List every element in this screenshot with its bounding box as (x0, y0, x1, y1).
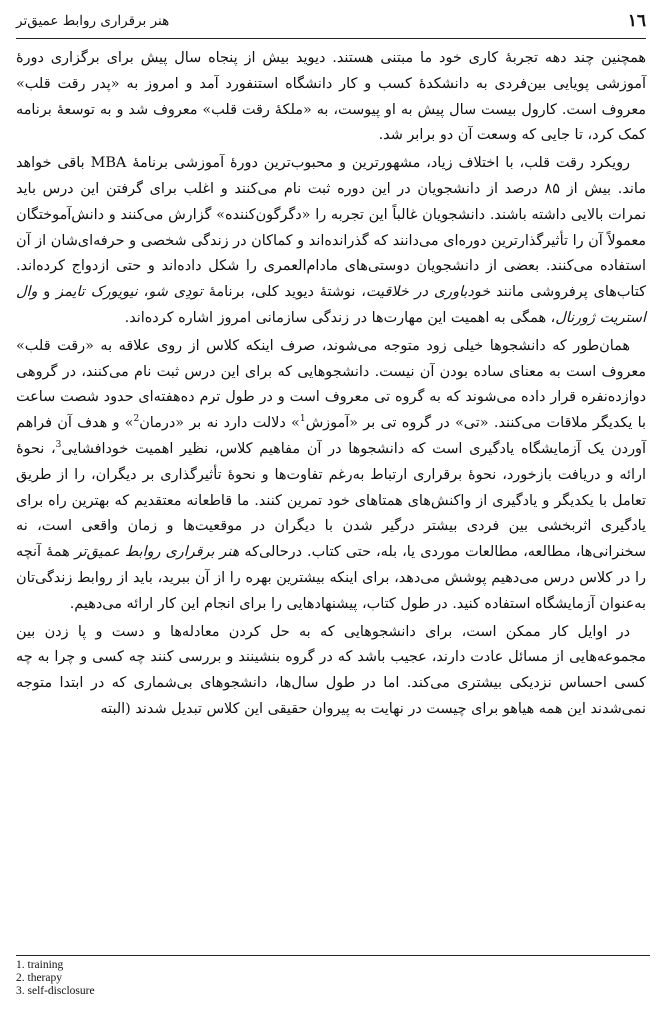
paragraph-2-part-d: ، (137, 284, 149, 301)
paragraph-3-part-c: » و هدف آن فراهم آوردن یک آزمایشگاه یادگیری است که دانشجوها در آن مفاهیم کلاس، نظیر اهمیت خودافشایی (16, 415, 646, 457)
book-title-connect: هنر برقراری روابط عمیق‌تر (74, 544, 240, 561)
paragraph-2-part-c: ، نوشتهٔ دیوید کلی، برنامهٔ (202, 284, 366, 301)
newspaper-wsj: وال استریت ژورنال (16, 284, 646, 326)
paragraph-2 (16, 151, 646, 332)
paragraph-2-part-a: رویکرد رقت قلب، با اختلاف زیاد، مشهورترین و محبوب‌ترین دورهٔ آموزشی برنامهٔ (126, 155, 630, 172)
book-title-creative-confidence: خودباوری در خلاقیت (365, 284, 491, 301)
paragraph-3-part-d: ، نحوهٔ ارائه و دریافت بازخورد، نحوهٔ برقراری ارتباط به‌رغم تفاوت‌ها و نحوهٔ تأثیرگذاری بر دیگران، را از طریق تعامل با یکدیگر و یادگیری از واکنش‌های همتاهای خود تمرین کنند. ما قاطعانه معتقدیم که بهترین راه برای یادگیری اثربخشی بین فردی بیشتر درگیر شدن با دیگران در موقعیت‌ها و زمان واقعی است، نه سخنرانی‌ها، مطالعه، مطالعات موردی یا، بله، حتی کتاب. درحالی‌که (16, 440, 647, 561)
paragraph-2-part-f: ، همگی به اهمیت این مهارت‌ها در زندگی سازمانی امروز اشاره کرده‌اند. (124, 309, 556, 326)
paragraph-2-part-e: و (37, 284, 57, 301)
page-header (16, 8, 646, 34)
footnote-divider (16, 955, 650, 956)
footnotes (16, 959, 316, 998)
paragraph-3 (16, 334, 646, 618)
footnote-ref-2: 2 (133, 414, 140, 425)
footnote-2: 2. therapy (16, 972, 62, 984)
header-divider (16, 38, 646, 39)
paragraph-3-part-e: همهٔ آنچه را در کلاس درس می‌دهیم پوشش می‌دهد، برای اینکه بیشترین بهره را از آن ببرید، باید از روابط زندگی‌تان به‌عنوان آزمایشگاه استفاده کنید. در طول کتاب، پیشنهادهایی را برای انجام این کار ارائه می‌دهیم. (16, 544, 646, 612)
paragraph-3-part-a: همان‌طور که دانشجوها خیلی زود متوجه می‌شوند، صرف اینکه کلاس از روی علاقه به «رقت قلب» معروف است به معنای ساده بودن آن نیست. دانشجوهایی که برای این درس ثبت نام می‌کنند، در گروهی دوازده‌نفره قرار داده می‌شوند که به گروه تی معروف است و در طول ترم ده‌هفته‌ای حدود شصت ساعت با یکدیگر ملاقات می‌کنند. «تی» در گروه تی بر «آموزش (16, 337, 646, 432)
running-title: هنر برقراری روابط عمیق‌تر (16, 13, 170, 29)
footnote-3: 3. self-disclosure (16, 985, 95, 997)
footnote-ref-3: 3 (55, 440, 62, 451)
newspaper-nyt: نیویورک تایمز (56, 284, 138, 301)
footnote-1: 1. training (16, 959, 64, 971)
show-title-today: تودِی شو (148, 284, 203, 301)
paragraph-4: در اوایل کار ممکن است، برای دانشجوهایی که به حل کردن معادله‌ها و دست و پا زدن بین مجموعه‌هایی از مسائل عادت دارند، عجیب باشد که در گروه بنشینند و بررسی کنند چه کسی و چرا به چه کسی احساس نزدیکی بیشتری می‌کند. اما در طول سال‌ها، دانشجوهای بی‌شماری که در ابتدا متوجه نمی‌شدند این همه هیاهو برای چیست در نهایت به پیروان حقیقی این کلاس تبدیل شدند (البته (16, 623, 646, 717)
body-text (16, 46, 646, 725)
page-number: ١٦ (627, 11, 646, 31)
mba-term: MBA (90, 155, 127, 172)
paragraph-2-part-b: باقی خواهد ماند. بیش از ۸۵ درصد از دانشجویان در این دوره ثبت نام می‌کنند و اغلب برای گرفتن این درس باید نمرات بالایی داشته باشند. دانشجویان غالباً این تجربه را «دگرگون‌کننده» گزارش می‌کنند و دانش‌آموختگان معمولاً آن را تأثیرگذارترین دوره‌ای می‌دانند که گذرانده‌اند و کماکان در زندگی شخصی و حرفه‌ای‌شان از آن استفاده می‌کنند. بعضی از دانشجویان دوستی‌های مادام‌العمری را شکل داده‌اند و حتی ازدواج کرده‌اند. کتاب‌های پرفروشی مانند (16, 155, 647, 301)
paragraph-3-part-b: » دلالت دارد نه بر «درمان (139, 415, 300, 432)
paragraph-1: همچنین چند دهه تجربهٔ کاری خود ما مبتنی هستند. دیوید بیش از پنجاه سال پیش برای برگزاری دورهٔ آموزشی پویایی بین‌فردی به دانشکدهٔ کسب و کار دانشگاه استنفورد آمد و امروز به «پدر رقت قلب» معروف است. کارول بیست سال پیش به او پیوست، به «ملکهٔ رقت قلب» معروف شد و به توسعهٔ برنامه کمک کرد، تا جایی که وسعت آن دو برابر شد. (16, 50, 646, 144)
footnote-ref-1: 1 (299, 414, 306, 425)
